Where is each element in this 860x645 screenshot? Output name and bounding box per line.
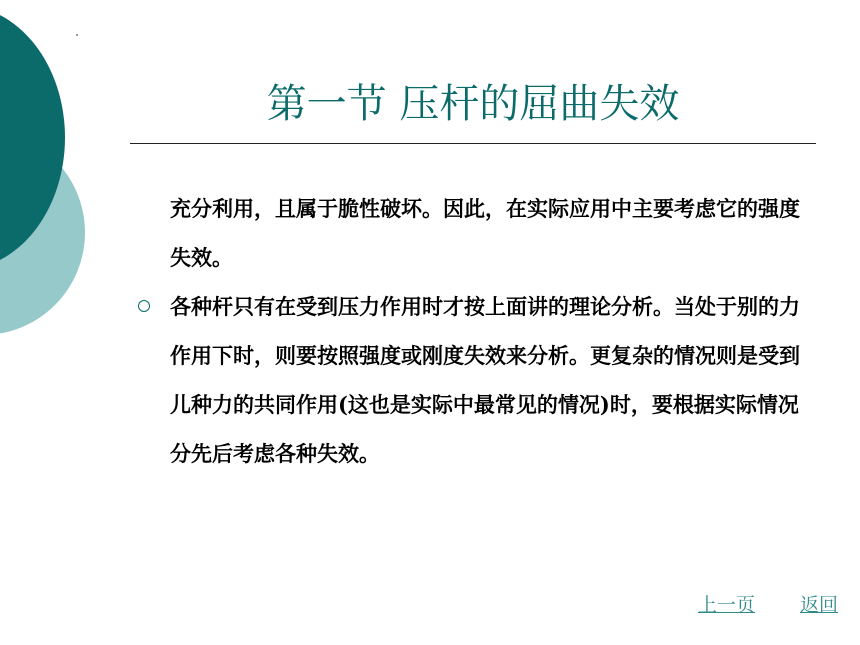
- back-link[interactable]: 返回: [800, 594, 839, 616]
- paragraph-continued: 充分利用，且属于脆性破坏。因此，在实际应用中主要考虑它的强度失效。: [170, 196, 800, 270]
- bullet-paragraph-text: 各种杆只有在受到压力作用时才按上面讲的理论分析。当处于别的力作用下时，则要按照强度或刚度失效来分析。更复杂的情况则是受到儿种力的共同作用(这也是实际中最常见的情况)时，要根据实际情况分先后考虑各种失效。: [170, 294, 800, 466]
- slide-content: [130, 184, 810, 478]
- decorative-dot: [76, 34, 78, 36]
- bullet-paragraph: [130, 282, 810, 478]
- slide-title: 第一节 压杆的屈曲失效: [266, 81, 680, 127]
- title-divider: [130, 143, 816, 144]
- prev-page-link[interactable]: 上一页: [698, 594, 756, 616]
- bullet-circle-icon: [138, 300, 150, 312]
